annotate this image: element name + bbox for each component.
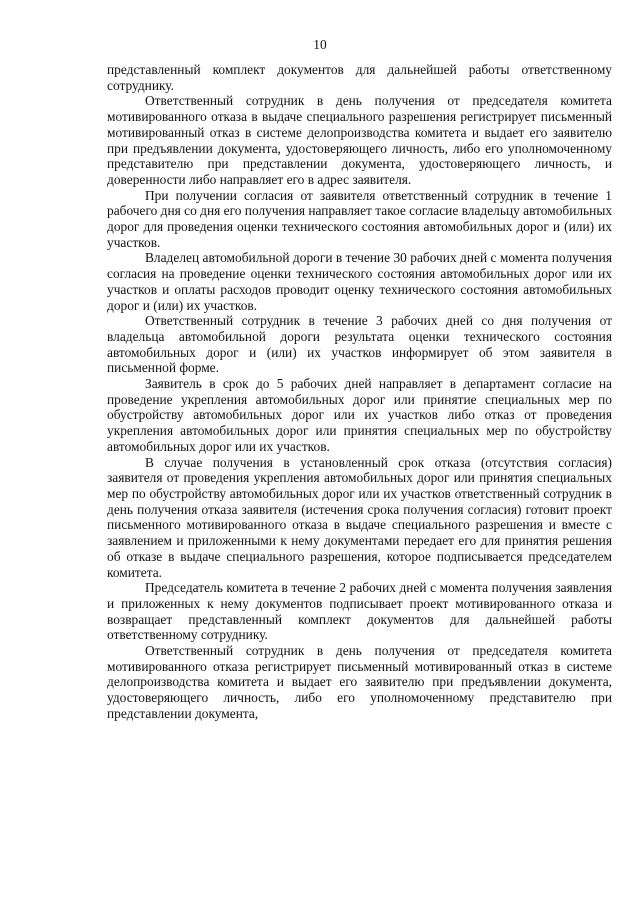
paragraph-continued: представленный комплект документов для дальнейшей работы ответственному сотруднику. [107,62,612,93]
paragraph: Ответственный сотрудник в день получения от председателя комитета мотивированного отказа в выдаче специального разрешения регистрирует письменный мотивированный отказ в системе делопроизводства комитета и выдает его заявителю при предъявлении документа, удостоверяющего личность, либо его уполномоченному представителю при представлении документа, удостоверяющего личность, и доверенности либо направляет его в адрес заявителя. [107,93,612,187]
paragraph: При получении согласия от заявителя ответственный сотрудник в течение 1 рабочего дня со дня его получения направляет такое согласие владельцу автомобильных дорог для проведения оценки технического состояния автомобильных дорог и (или) их участков. [107,187,613,250]
paragraph: Ответственный сотрудник в день получения от председателя комитета мотивированного отказа регистрирует письменный мотивированный отказ в системе делопроизводства комитета и выдает его заявителю при предъявлении документа, удостоверяющего личность, либо его уполномоченному представителю при представлении документа, [107,643,612,721]
paragraph: Заявитель в срок до 5 рабочих дней направляет в департамент согласие на проведение укрепления автомобильных дорог или принятие специальных мер по обустройству автомобильных дорог или их участков либо отказ от проведения укрепления автомобильных дорог или принятия специальных мер по обустройству автомобильных дорог или их участков. [107,376,612,454]
paragraph: Владелец автомобильной дороги в течение 30 рабочих дней с момента получения согласия на проведение оценки технического состояния автомобильных дорог или их участков и оплаты расходов проводит оценку технического состояния автомобильных дорог и (или) их участков. [107,250,612,313]
paragraph: В случае получения в установленный срок отказа (отсутствия согласия) заявителя от проведения укрепления автомобильных дорог или принятия специальных мер по обустройству автомобильных дорог или их участков ответственный сотрудник в день получения отказа заявителя (истечения срока получения согласия) готовит проект письменного мотивированного отказа в выдаче специального разрешения и вместе с заявлением и приложенными к нему документами передает его для принятия решения об отказе в выдаче специального разрешения, которое подписывается председателем комитета. [107,454,612,580]
page-number: 10 [313,37,327,52]
paragraph: Председатель комитета в течение 2 рабочих дней с момента получения заявления и приложенных к нему документов подписывает проект мотивированного отказа и возвращает представленный комплект документов для дальнейшей работы ответственному сотруднику. [107,580,612,643]
document-body [107,62,612,722]
paragraph: Ответственный сотрудник в течение 3 рабочих дней со дня получения от владельца автомобильной дороги результата оценки технического состояния автомобильных дорог и (или) их участков информирует об этом заявителя в письменной форме. [107,313,612,376]
